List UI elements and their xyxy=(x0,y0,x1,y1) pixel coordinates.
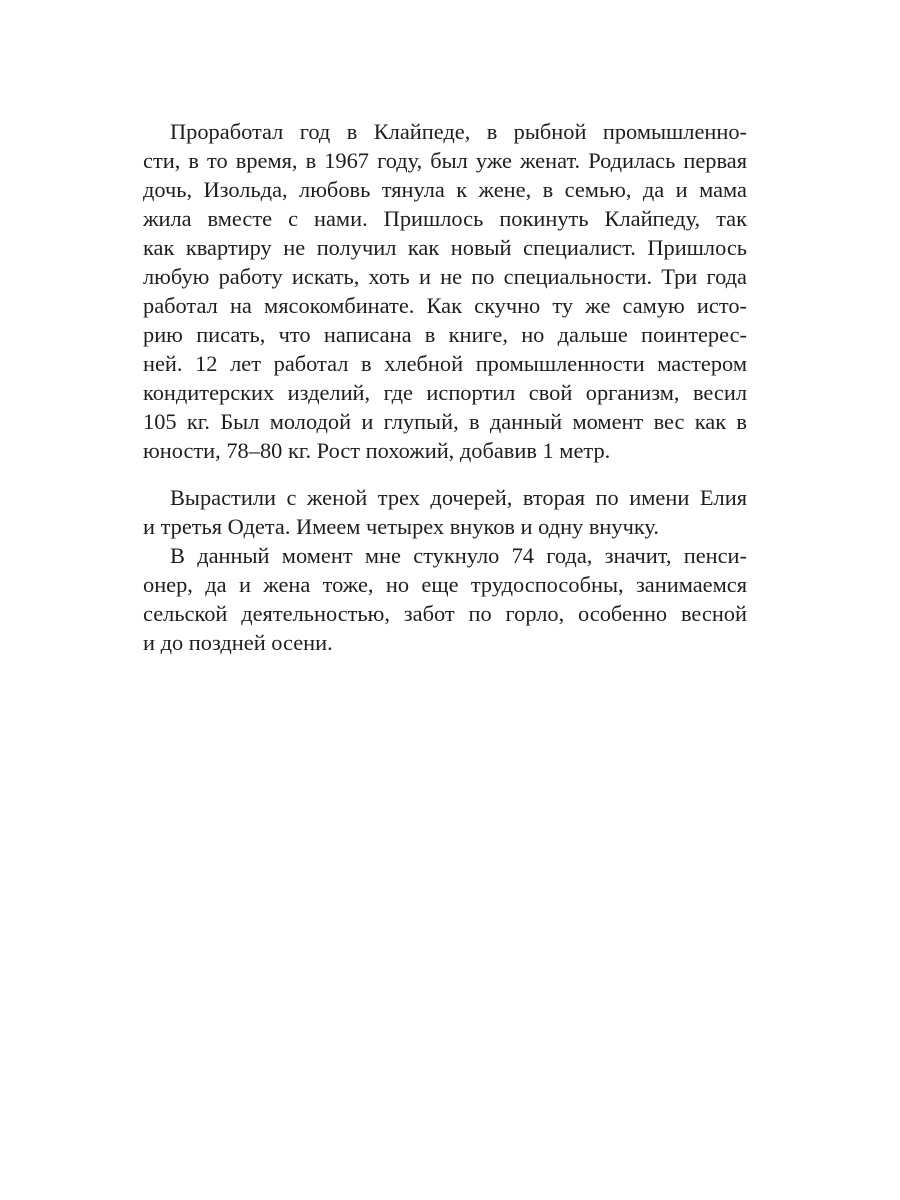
text-line: Вырастили с женой трех дочерей, вторая по имени Елия xyxy=(170,485,747,510)
text-line: дочь, Изольда, любовь тянула к жене, в семью, да и мама xyxy=(143,177,747,202)
text-line: юности, 78–80 кг. Рост похожий, добавив 1 метр. xyxy=(143,438,611,463)
text-line: онер, да и жена тоже, но еще трудоспособны, занимаемся xyxy=(143,572,747,597)
text-line: и до поздней осени. xyxy=(143,630,333,655)
text-line: любую работу искать, хоть и не по специальности. Три года xyxy=(143,264,747,289)
text-line: сельской деятельностью, забот по горло, особенно весной xyxy=(143,601,747,626)
text-line: 105 кг. Был молодой и глупый, в данный момент вес как в xyxy=(143,409,747,434)
text-line: и третья Одета. Имеем четырех внуков и одну внучку. xyxy=(143,514,659,539)
text-line: ней. 12 лет работал в хлебной промышленности мастером xyxy=(143,351,747,376)
text-line: сти, в то время, в 1967 году, был уже женат. Родилась первая xyxy=(143,148,747,173)
text-line: работал на мясокомбинате. Как скучно ту же самую исто- xyxy=(143,293,747,318)
text-line: как квартиру не получил как новый специалист. Пришлось xyxy=(143,235,747,260)
text-line: В данный момент мне стукнуло 74 года, значит, пенси- xyxy=(170,543,747,568)
text-line: рию писать, что написана в книге, но дальше поинтерес- xyxy=(143,322,747,347)
paragraph-work-history xyxy=(143,117,747,465)
text-line: кондитерских изделий, где испортил свой организм, весил xyxy=(143,380,747,405)
paragraph-family xyxy=(143,483,747,657)
text-line: жила вместе с нами. Пришлось покинуть Клайпеду, так xyxy=(143,206,747,231)
text-line: Проработал год в Клайпеде, в рыбной промышленно- xyxy=(170,119,747,144)
